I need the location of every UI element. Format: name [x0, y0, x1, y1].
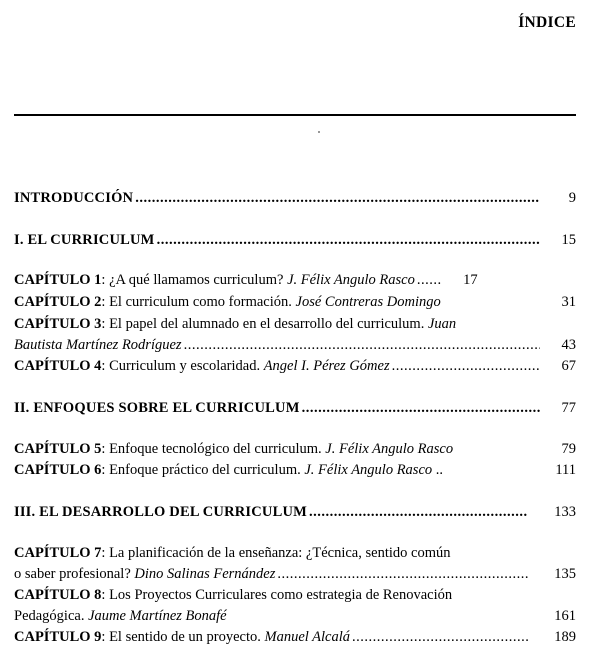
toc-entry-label: INTRODUCCIÓN — [14, 190, 134, 206]
dot-leader — [352, 629, 528, 646]
toc-part-1[interactable] — [14, 232, 576, 252]
dot-leader — [277, 566, 528, 583]
toc-chapter-8-continued[interactable] — [14, 608, 576, 628]
toc-chapter-3-continued[interactable] — [14, 337, 576, 357]
dot-leader — [135, 190, 540, 207]
chapter-author: J. Félix Angulo Rasco — [304, 462, 433, 478]
toc-chapter-4[interactable]: CAPÍTULO 4: Curriculum y escolaridad. Angel I. Pérez Gómez ..... 67 — [14, 358, 576, 378]
chapter-number: CAPÍTULO 7 — [14, 545, 102, 561]
toc-part-3[interactable] — [14, 504, 576, 524]
toc-chapter-7-continued[interactable] — [14, 566, 576, 586]
dot-leader — [309, 504, 528, 521]
chapter-title: La planificación de la enseñanza: ¿Técnica, sentido común — [109, 545, 451, 561]
chapter-title: Curriculum y escolaridad. — [109, 358, 261, 374]
toc-chapter-6[interactable]: CAPÍTULO 6: Enfoque práctico del curriculum. J. Félix Angulo Rasco .. 111 — [14, 462, 576, 478]
page-number: 79 — [561, 441, 576, 457]
toc-chapter-5[interactable]: CAPÍTULO 5: Enfoque tecnológico del curriculum. J. Félix Angulo Rasco 79 — [14, 441, 576, 457]
chapter-number: CAPÍTULO 1 — [14, 272, 102, 288]
chapter-title: Los Proyectos Curriculares como estrategia de Renovación — [109, 587, 453, 603]
page-number: 9 — [568, 190, 576, 206]
chapter-number: CAPÍTULO 4 — [14, 358, 102, 374]
chapter-author: Juan — [427, 316, 457, 332]
toc-entry-introduccion[interactable] — [14, 190, 576, 210]
toc-chapter-9[interactable]: CAPÍTULO 9: El sentido de un proyecto. Manuel Alcalá ..... 189 — [14, 629, 576, 649]
page-number: 43 — [561, 337, 576, 353]
header-rule — [14, 114, 576, 116]
dot-leader — [302, 400, 540, 417]
dot-leader — [417, 272, 442, 289]
page-number: 31 — [561, 294, 576, 310]
page-number: 133 — [554, 504, 576, 520]
toc-chapter-8[interactable]: CAPÍTULO 8: Los Proyectos Curriculares como estrategia de Renovación — [14, 587, 453, 603]
chapter-title: Pedagógica. — [14, 608, 85, 624]
toc-entry-label: III. EL DESARROLLO DEL CURRICULUM — [14, 504, 308, 520]
chapter-number: CAPÍTULO 3 — [14, 316, 102, 332]
page-title: ÍNDICE — [518, 14, 576, 31]
scan-speck — [318, 131, 320, 133]
page-number: 67 — [561, 358, 576, 374]
page-number: 77 — [561, 400, 576, 416]
chapter-number: CAPÍTULO 9 — [14, 629, 102, 645]
toc-chapter-1[interactable]: CAPÍTULO 1: ¿A qué llamamos curriculum? J. Félix Angulo Rasco ...... 17 — [14, 272, 576, 292]
chapter-author: José Contreras Domingo — [295, 294, 441, 310]
page-number: 189 — [554, 629, 576, 645]
chapter-title: El papel del alumnado en el desarrollo del curriculum. — [109, 316, 425, 332]
chapter-title: El sentido de un proyecto. — [109, 629, 261, 645]
chapter-number: CAPÍTULO 8 — [14, 587, 102, 603]
chapter-author: Bautista Martínez Rodríguez — [14, 337, 182, 353]
chapter-title: Enfoque práctico del curriculum. — [109, 462, 301, 478]
dot-leader — [392, 358, 540, 375]
toc-chapter-3[interactable]: CAPÍTULO 3: El papel del alumnado en el desarrollo del curriculum. Juan — [14, 316, 457, 332]
toc-entry-label: II. ENFOQUES SOBRE EL CURRICULUM — [14, 400, 300, 416]
toc-part-2[interactable] — [14, 400, 576, 420]
chapter-title: Enfoque tecnológico del curriculum. — [109, 441, 322, 457]
page-number: 17 — [463, 272, 478, 288]
chapter-author: Manuel Alcalá — [264, 629, 351, 645]
chapter-number: CAPÍTULO 5 — [14, 441, 102, 457]
chapter-author: Dino Salinas Fernández — [134, 566, 276, 582]
toc-chapter-7[interactable]: CAPÍTULO 7: La planificación de la enseñanza: ¿Técnica, sentido común — [14, 545, 451, 561]
chapter-author: Jaume Martínez Bonafé — [88, 608, 227, 624]
toc-entry-label: I. EL CURRICULUM — [14, 232, 155, 248]
chapter-number: CAPÍTULO 6 — [14, 462, 102, 478]
chapter-title: ¿A qué llamamos curriculum? — [109, 272, 284, 288]
page-number: 161 — [554, 608, 576, 624]
toc-chapter-2[interactable]: CAPÍTULO 2: El curriculum como formación. José Contreras Domingo 31 — [14, 294, 576, 310]
page-number: 15 — [561, 232, 576, 248]
chapter-author: Angel I. Pérez Gómez — [263, 358, 390, 374]
page-number: 111 — [555, 462, 576, 478]
dot-leader — [184, 337, 540, 354]
page-number: 135 — [554, 566, 576, 582]
chapter-author: J. Félix Angulo Rasco — [325, 441, 454, 457]
chapter-number: CAPÍTULO 2 — [14, 294, 102, 310]
chapter-author: J. Félix Angulo Rasco — [287, 272, 415, 288]
chapter-title: El curriculum como formación. — [109, 294, 292, 310]
dot-leader — [157, 232, 540, 249]
dot-leader: .. — [435, 462, 444, 478]
chapter-title: o saber profesional? — [14, 566, 131, 582]
